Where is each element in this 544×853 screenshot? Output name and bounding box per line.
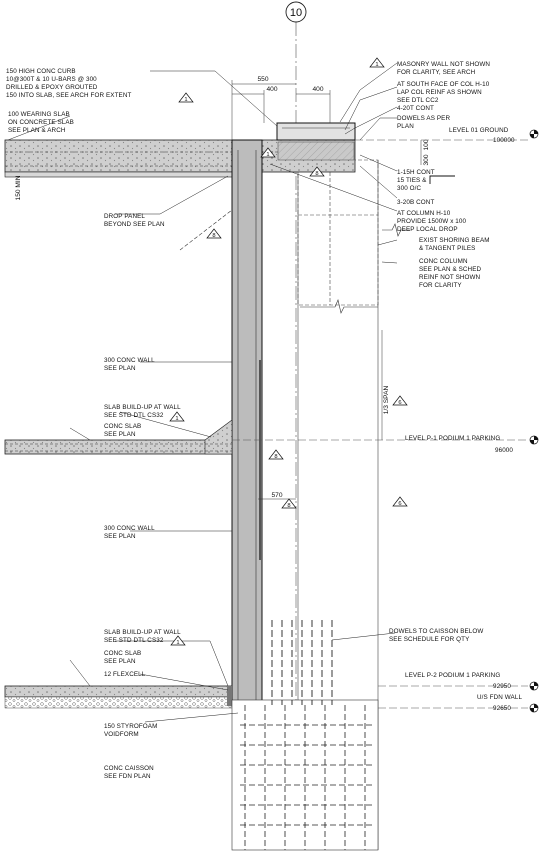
svg-text:MASONRY WALL NOT SHOWN: MASONRY WALL NOT SHOWN [397,61,491,68]
note-wall-1 [104,357,155,372]
dim-100: 100 [423,139,430,151]
svg-text:CONC SLAB: CONC SLAB [104,423,142,430]
level-fdn-elev: 92650 [493,705,512,712]
note-ties [397,169,435,192]
svg-text:SEE STD DTL CS32: SEE STD DTL CS32 [104,637,164,644]
tag-13: 8 [287,503,291,509]
svg-text:SEE FDN PLAN: SEE FDN PLAN [104,773,151,780]
tag-9: 6 [398,501,402,507]
svg-text:SEE DTL CC2: SEE DTL CC2 [397,97,439,104]
concrete-curb [277,123,355,140]
tag-12: 8 [274,454,278,460]
svg-text:& TANGENT PILES: & TANGENT PILES [419,245,476,252]
note-buildup-2 [104,629,181,644]
level-01-elev: 100000 [493,137,515,144]
svg-text:CONC COLUMN: CONC COLUMN [419,258,468,265]
svg-text:SEE PLAN: SEE PLAN [104,658,136,665]
note-masonry [397,61,490,76]
drop-panel [5,172,235,177]
svg-text:150 STYROFOAM: 150 STYROFOAM [104,723,158,730]
note-dowels-plan [397,115,450,130]
note-shoring [419,237,490,252]
note-4-20t: 4-20T CONT [397,105,434,112]
tag-2: 1 [375,62,379,68]
level-p2-name: LEVEL P-2 PODIUM 1 PARKING [405,672,501,679]
note-buildup-1 [104,404,181,419]
level-symbols [530,130,538,712]
note-dowels-caisson [389,628,483,643]
dim-570: 570 [271,492,283,499]
dim-300: 300 [423,154,430,166]
tag-10: 8 [212,233,216,239]
svg-text:150 HIGH CONC CURB: 150 HIGH CONC CURB [6,68,76,75]
note-3-20b: 3-20B CONT [397,199,435,206]
svg-text:DOWELS AS PER: DOWELS AS PER [397,115,451,122]
svg-text:SLAB BUILD-UP AT WALL: SLAB BUILD-UP AT WALL [104,404,181,411]
p1-slab [5,440,232,454]
level-p1-name: LEVEL P-1 PODIUM 1 PARKING [405,435,501,442]
svg-text:DRILLED & EPOXY GROUTED: DRILLED & EPOXY GROUTED [6,84,98,91]
note-slab-1 [104,423,141,438]
svg-text:1-15H CONT: 1-15H CONT [397,169,435,176]
svg-text:150 INTO SLAB, SEE ARCH FOR EX: 150 INTO SLAB, SEE ARCH FOR EXTENT [6,92,132,99]
dim-400-left: 400 [266,86,278,93]
dim-span: 1/3 SPAN [383,385,390,415]
svg-text:100 WEARING SLAB: 100 WEARING SLAB [8,111,70,118]
svg-text:SEE PLAN & ARCH: SEE PLAN & ARCH [8,127,66,134]
dowels-to-caisson [272,620,332,705]
slab-buildup-p1 [205,420,232,454]
svg-text:PLAN: PLAN [397,123,414,130]
dim-400-right: 400 [312,86,324,93]
note-curb [6,68,131,99]
gravel-base [5,697,232,708]
note-column [419,258,481,289]
svg-text:REINF NOT SHOWN: REINF NOT SHOWN [419,274,481,281]
dim-150-min: 150 MIN [15,175,22,201]
tag-8: 6 [398,400,402,406]
dim-550: 550 [257,76,269,83]
masonry-base [278,142,354,160]
svg-text:LAP COL REINF AS SHOWN: LAP COL REINF AS SHOWN [397,89,482,96]
svg-text:FOR CLARITY, SEE ARCH: FOR CLARITY, SEE ARCH [397,69,476,76]
level-01-name: LEVEL 01 GROUND [449,127,509,134]
svg-text:PROVIDE 1500W x 100: PROVIDE 1500W x 100 [397,218,467,225]
note-flexcell: 12 FLEXCELL [104,671,146,678]
tag-3: 1 [266,152,270,158]
tie-symbol [430,176,455,184]
tag-5: 1 [176,640,180,646]
svg-text:300 O/C: 300 O/C [397,185,422,192]
tag-11: 8 [315,171,319,177]
note-local-drop [397,210,466,233]
p2-slab [5,686,232,697]
svg-text:SEE PLAN: SEE PLAN [104,533,136,540]
break-lines [180,210,410,313]
svg-text:FOR CLARITY: FOR CLARITY [419,282,462,289]
note-drop-panel [104,213,165,228]
note-caisson [104,765,154,780]
grid-id-label: 10 [289,7,303,19]
svg-text:AT SOUTH FACE OF COL H-10: AT SOUTH FACE OF COL H-10 [397,81,490,88]
svg-text:CONC SLAB: CONC SLAB [104,650,142,657]
svg-text:SEE STD DTL CS32: SEE STD DTL CS32 [104,412,164,419]
svg-text:EXIST SHORING BEAM: EXIST SHORING BEAM [419,237,490,244]
svg-text:CONC CAISSON: CONC CAISSON [104,765,154,772]
concrete-wall [232,140,262,702]
note-lap-col [397,81,490,104]
svg-text:VOIDFORM: VOIDFORM [104,731,139,738]
svg-text:AT COLUMN H-10: AT COLUMN H-10 [397,210,451,217]
svg-text:SEE SCHEDULE FOR QTY: SEE SCHEDULE FOR QTY [389,636,470,643]
level-lines [232,140,528,708]
svg-text:DEEP LOCAL DROP: DEEP LOCAL DROP [397,226,458,233]
level-p2-elev: 92950 [493,683,512,690]
note-slab-2 [104,650,141,665]
svg-text:10@300T & 10 U-BARS @ 300: 10@300T & 10 U-BARS @ 300 [6,76,97,83]
svg-text:SLAB BUILD-UP AT WALL: SLAB BUILD-UP AT WALL [104,629,181,636]
tag-4: 1 [175,416,179,422]
level-fdn-name: U/S FDN WALL [477,694,523,701]
note-wall-2 [104,525,155,540]
note-styrofoam [104,723,157,738]
level-p1-elev: 96000 [495,447,514,454]
svg-text:BEYOND SEE PLAN: BEYOND SEE PLAN [104,221,165,228]
svg-text:DROP PANEL: DROP PANEL [104,213,146,220]
svg-text:SEE PLAN & SCHED: SEE PLAN & SCHED [419,266,482,273]
note-wearing-slab [8,111,74,134]
svg-text:ON CONCRETE SLAB: ON CONCRETE SLAB [8,119,74,126]
svg-text:DOWELS TO CAISSON BELOW: DOWELS TO CAISSON BELOW [389,628,484,635]
flexcell [227,686,232,706]
svg-text:SEE PLAN: SEE PLAN [104,431,136,438]
tag-1: 1 [184,97,188,103]
svg-text:300 CONC WALL: 300 CONC WALL [104,357,155,364]
svg-text:SEE PLAN: SEE PLAN [104,365,136,372]
svg-text:15 TIES &: 15 TIES & [397,177,427,184]
svg-text:300 CONC WALL: 300 CONC WALL [104,525,155,532]
